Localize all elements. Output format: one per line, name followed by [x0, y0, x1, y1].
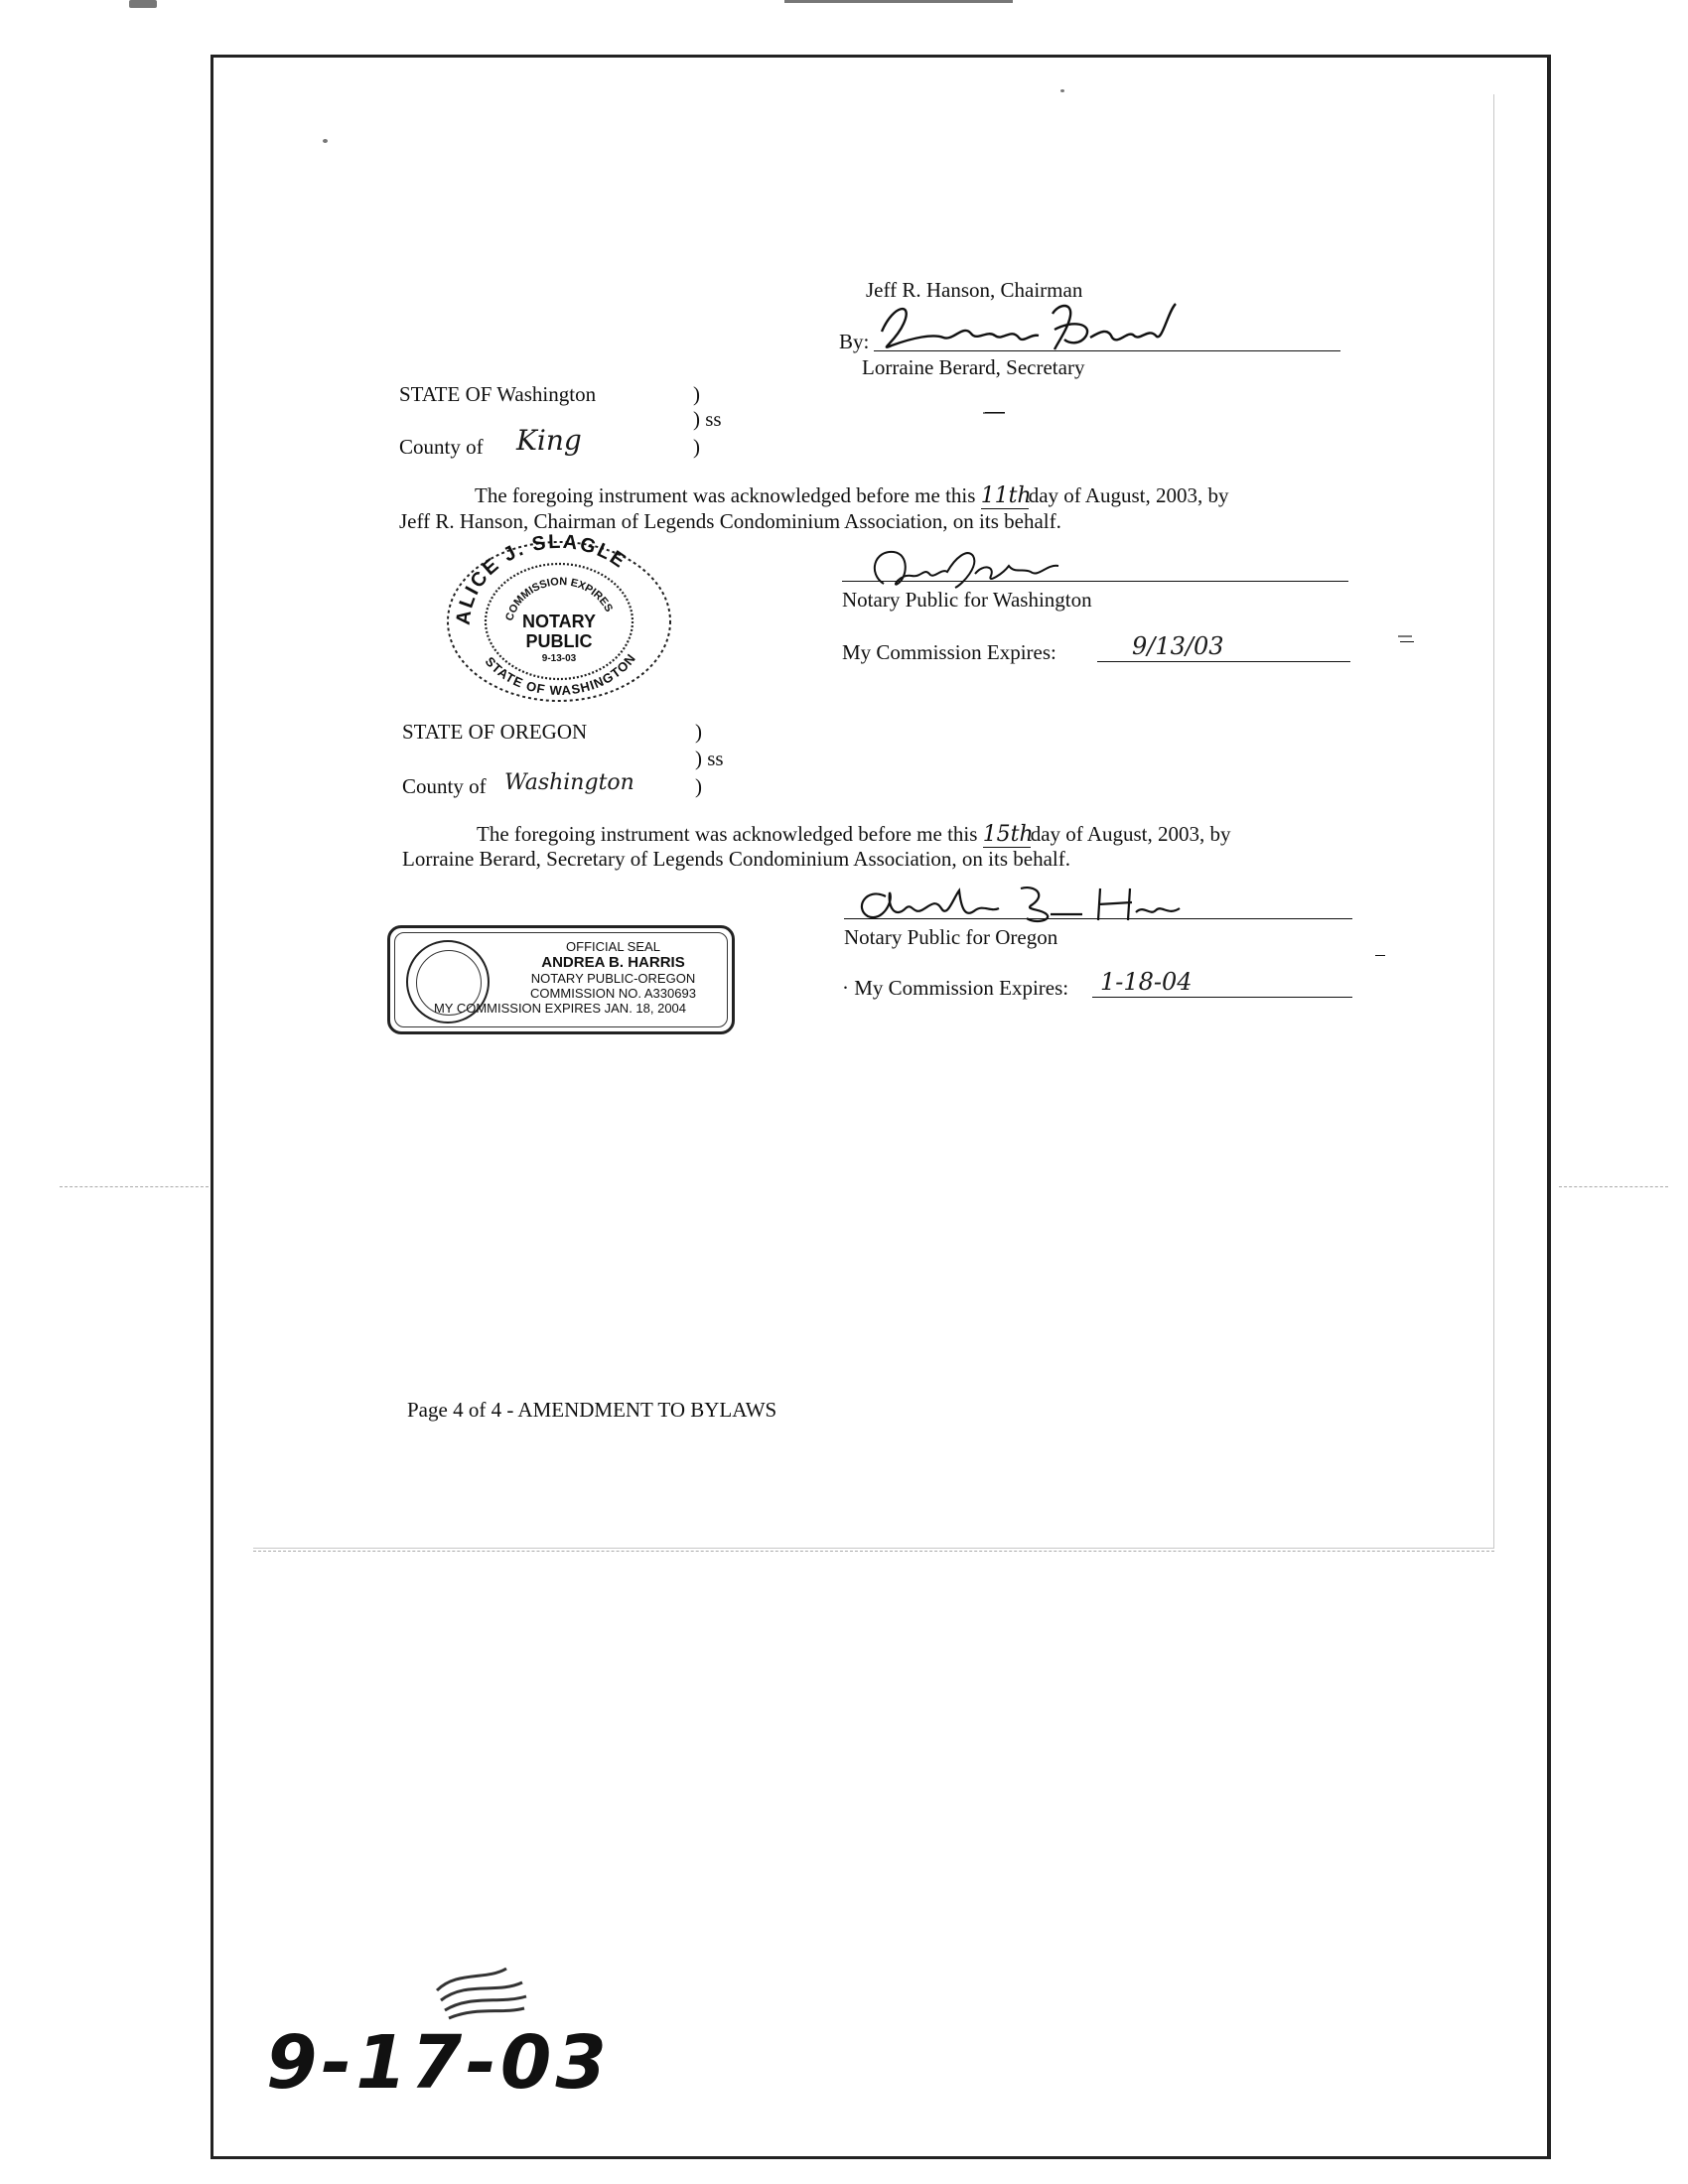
washington-notary-seal [435, 530, 683, 703]
seal-line-3: NOTARY PUBLIC-OREGON [530, 971, 696, 986]
scan-dash [1375, 955, 1385, 956]
wa-seal-notary: NOTARY [522, 612, 596, 631]
scan-margin-line [60, 1186, 209, 1187]
or-expires-label-text: My Commission Expires: [854, 976, 1069, 1000]
seal-line-2: ANDREA B. HARRIS [541, 954, 685, 971]
wa-expires-value: 9/13/03 [1132, 632, 1224, 660]
scan-speck [129, 0, 157, 8]
scan-speck [1060, 89, 1064, 92]
wa-ack-after: day of August, 2003, by [1028, 483, 1229, 507]
seal-line-1: OFFICIAL SEAL [566, 939, 660, 954]
or-notary-label: Notary Public for Oregon [844, 925, 1058, 949]
scan-speck [323, 139, 328, 143]
or-notary-signature [852, 879, 1190, 928]
or-day-value: 15th [982, 822, 1034, 847]
or-paren-3: ) [695, 774, 702, 798]
seal-line-5: MY COMMISSION EXPIRES JAN. 18, 2004 [433, 1001, 687, 1016]
scan-speck [1398, 635, 1412, 637]
or-expires-line [1092, 997, 1352, 998]
oregon-official-seal [387, 925, 735, 1034]
wa-paren-3: ) [693, 435, 700, 459]
wa-seal-public: PUBLIC [525, 631, 593, 651]
or-ack-after: day of August, 2003, by [1030, 822, 1231, 846]
wa-seal-date: 9-13-03 [541, 653, 577, 664]
scan-fold-line [253, 1551, 1494, 1552]
or-ss: ) ss [695, 747, 724, 770]
wa-ack-text-1 [475, 483, 1229, 509]
wa-expires-line [1097, 661, 1350, 662]
wa-seal-commission-arc: COMMISSION EXPIRES [503, 576, 616, 622]
or-county-value: Washington [504, 770, 634, 795]
wa-ack-before: The foregoing instrument was acknowledged before me this [475, 483, 976, 507]
handwritten-date: 9-17-03 [266, 2020, 611, 2106]
wa-ack-text-2: Jeff R. Hanson, Chairman of Legends Condominium Association, on its behalf. [399, 509, 1061, 533]
or-ack-text-2: Lorraine Berard, Secretary of Legends Condominium Association, on its behalf. [402, 847, 1070, 871]
page-footer: Page 4 of 4 - AMENDMENT TO BYLAWS [407, 1398, 777, 1422]
wa-seal-state-arc: STATE OF WASHINGTON [482, 650, 639, 699]
or-expires-label: · My Commission Expires: [842, 976, 1069, 1000]
wa-expires-label: My Commission Expires: [842, 640, 1056, 664]
wa-notary-signature [864, 544, 1082, 594]
scan-speck [784, 0, 1013, 3]
wa-ss: ) ss [693, 407, 722, 431]
secretary-name: Lorraine Berard, Secretary [862, 355, 1085, 379]
wa-county-label: County of [399, 435, 484, 459]
wa-state-line: STATE OF Washington [399, 382, 597, 406]
seal-line-4: COMMISSION NO. A330693 [530, 986, 696, 1001]
chairman-name: Jeff R. Hanson, Chairman [866, 278, 1083, 302]
or-ack-text-1 [477, 822, 1231, 848]
wa-notary-label: Notary Public for Washington [842, 588, 1092, 612]
or-state-line: STATE OF OREGON [402, 720, 588, 744]
or-ack-before: The foregoing instrument was acknowledged before me this [477, 822, 978, 846]
or-expires-value: 1-18-04 [1100, 968, 1193, 996]
scan-margin-line-right [1559, 1186, 1668, 1187]
wa-paren-1: ) [693, 382, 700, 406]
by-label: By: [839, 330, 870, 353]
scan-dash [1400, 641, 1414, 642]
scan-dash [985, 412, 1005, 413]
wa-county-value: King [516, 424, 582, 457]
or-paren-1: ) [695, 720, 702, 744]
or-county-label: County of [402, 774, 487, 798]
secretary-signature [874, 294, 1192, 363]
wa-seal-name-arc: ALICE J. SLAGLE [452, 530, 632, 626]
wa-day-value: 11th [980, 483, 1032, 508]
